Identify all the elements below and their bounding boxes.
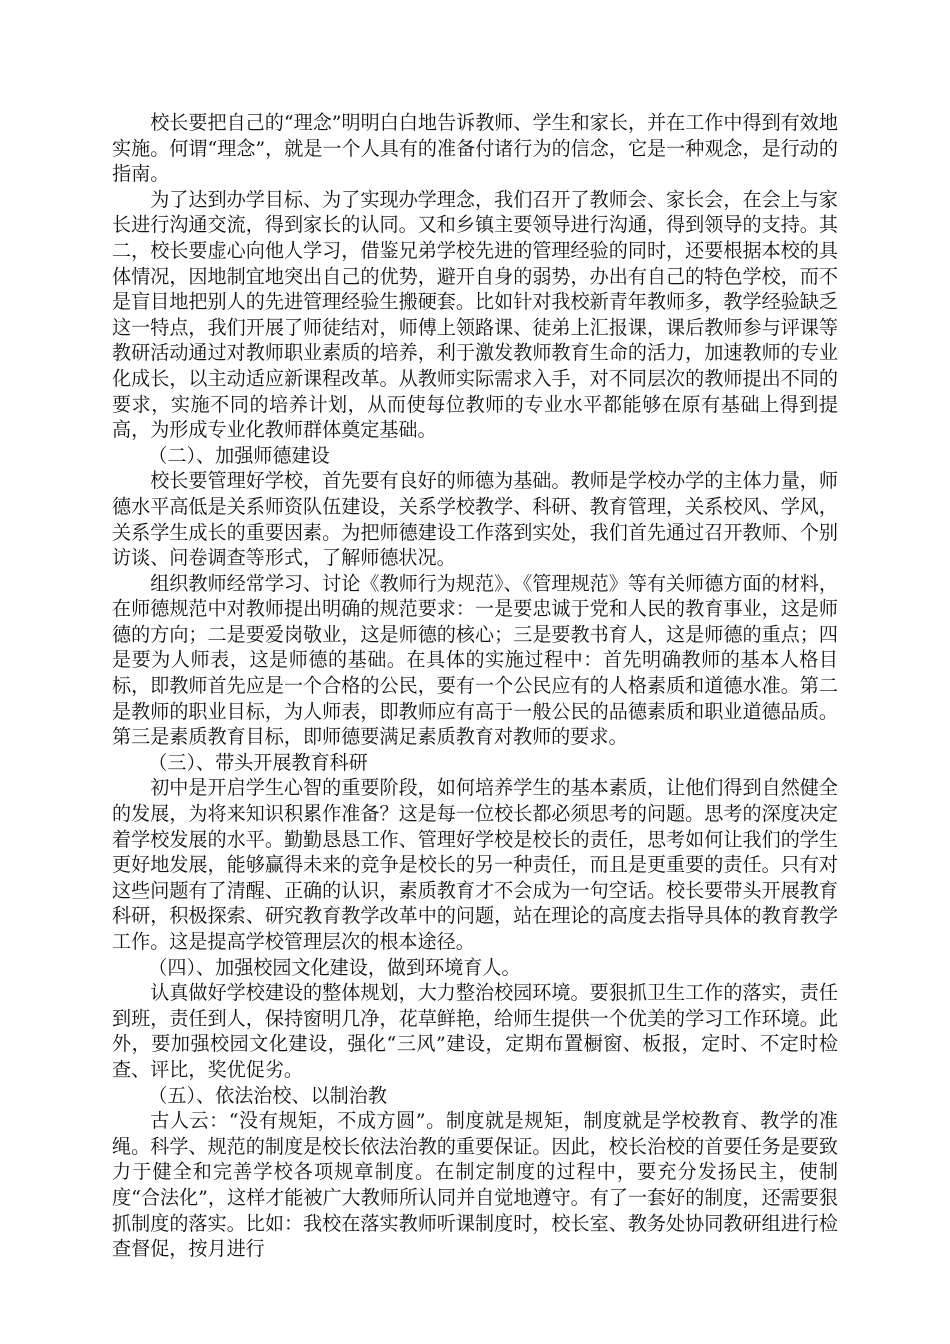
section-heading-research: （三）、带头开展教育科研 bbox=[148, 750, 368, 774]
paragraph-achieve-goals: 为了达到办学目标、为了实现办学理念，我们召开了教师会、家长会，在会上与家长进行沟通交流，得到家长的认同。又和乡镇主要领导进行沟通，得到领导的支持。其二，校长要虚心向他人学习，借鉴兄弟学校先进的管理经验的同时，还要根据本校的具体情况，因地制宜地突出自己的优势，避开自身的弱势，办出有自己的特色学校，而不是盲目地把别人的先进管理经验生搬硬套。比如针对我校新青年教师多，教学经验缺乏这一特点，我们开展了师徒结对，师傅上领路课、徒弟上汇报课，课后教师参与评课等教研活动通过对教师职业素质的培养，利于激发教师教育生命的活力，加速教师的专业化成长，以主动适应新课程改革。从教师实际需求入手，对不同层次的教师提出不同的要求，实施不同的培养计划，从而使每位教师的专业水平都能够在原有基础上得到提高，为形成专业化教师群体奠定基础。 bbox=[112, 187, 838, 442]
document-body bbox=[112, 110, 838, 1262]
section-heading-rule-of-law: （五）、依法治校、以制治教 bbox=[148, 1083, 387, 1107]
paragraph-rule-of-law: 古人云：“没有规矩，不成方圆”。制度就是规矩，制度就是学校教育、教学的准绳。科学、规范的制度是校长依法治教的重要保证。因此，校长治校的首要任务是要致力于健全和完善学校各项规章制度。在制定制度的过程中，要充分发扬民主，使制度“合法化”，这样才能被广大教师所认同并自觉地遵守。有了一套好的制度，还需要狠抓制度的落实。比如：我校在落实教师听课制度时，校长室、教务处协同教研组进行检查督促，按月进行 bbox=[112, 1109, 838, 1261]
paragraph-campus-culture: 认真做好学校建设的整体规划，大力整治校园环境。要狠抓卫生工作的落实，责任到班，责任到人，保持窗明几净，花草鲜艳，给师生提供一个优美的学习工作环境。此外，要加强校园文化建设，强化“三风”建设，定期布置橱窗、板报，定时、不定时检查、评比，奖优促劣。 bbox=[112, 981, 838, 1081]
paragraph-ethics-study: 组织教师经常学习、讨论《教师行为规范》、《管理规范》等有关师德方面的材料，在师德规范中对教师提出明确的规范要求：一是要忠诚于党和人民的教育事业，这是师德的方向；二是要爱岗敬业，这是师德的核心；三是要教书育人，这是师德的重点；四是要为人师表，这是师德的基础。在具体的实施过程中：首先明确教师的基本人格目标，即教师首先应是一个合格的公民，要有一个公民应有的人格素质和道德水准。第二是教师的职业目标，为人师表，即教师应有高于一般公民的品德素质和职业道德品质。第三是素质教育目标，即师德要满足素质教育对教师的要求。 bbox=[112, 571, 838, 749]
section-heading-teacher-ethics: （二）、加强师德建设 bbox=[148, 443, 330, 467]
section-heading-campus-culture: （四）、加强校园文化建设，做到环境育人。 bbox=[148, 955, 521, 979]
paragraph-principal-philosophy: 校长要把自己的“理念”明明白白地告诉教师、学生和家长，并在工作中得到有效地实施。何谓“理念”，就是一个人具有的准备付诸行为的信念，它是一种观念，是行动的指南。 bbox=[112, 111, 838, 186]
paragraph-research: 初中是开启学生心智的重要阶段，如何培养学生的基本素质，让他们得到自然健全的发展，为将来知识积累作准备？这是每一位校长都必须思考的问题。思考的深度决定着学校发展的水平。勤勤恳恳工作、管理好学校是校长的责任，思考如何让我们的学生更好地发展，能够赢得未来的竞争是校长的另一种责任，而且是更重要的责任。只有对这些问题有了清醒、正确的认识，素质教育才不会成为一句空话。校长要带头开展教育科研，积极探索、研究教育教学改革中的问题，站在理论的高度去指导具体的教育教学工作。这是提高学校管理层次的根本途径。 bbox=[112, 776, 838, 953]
paragraph-ethics-foundation: 校长要管理好学校，首先要有良好的师德为基础。教师是学校办学的主体力量，师德水平高低是关系师资队伍建设，关系学校教学、科研、教育管理，关系校风、学风，关系学生成长的重要因素。为把师德建设工作落到实处，我们首先通过召开教师、个别访谈、问卷调查等形式，了解师德状况。 bbox=[112, 469, 838, 570]
